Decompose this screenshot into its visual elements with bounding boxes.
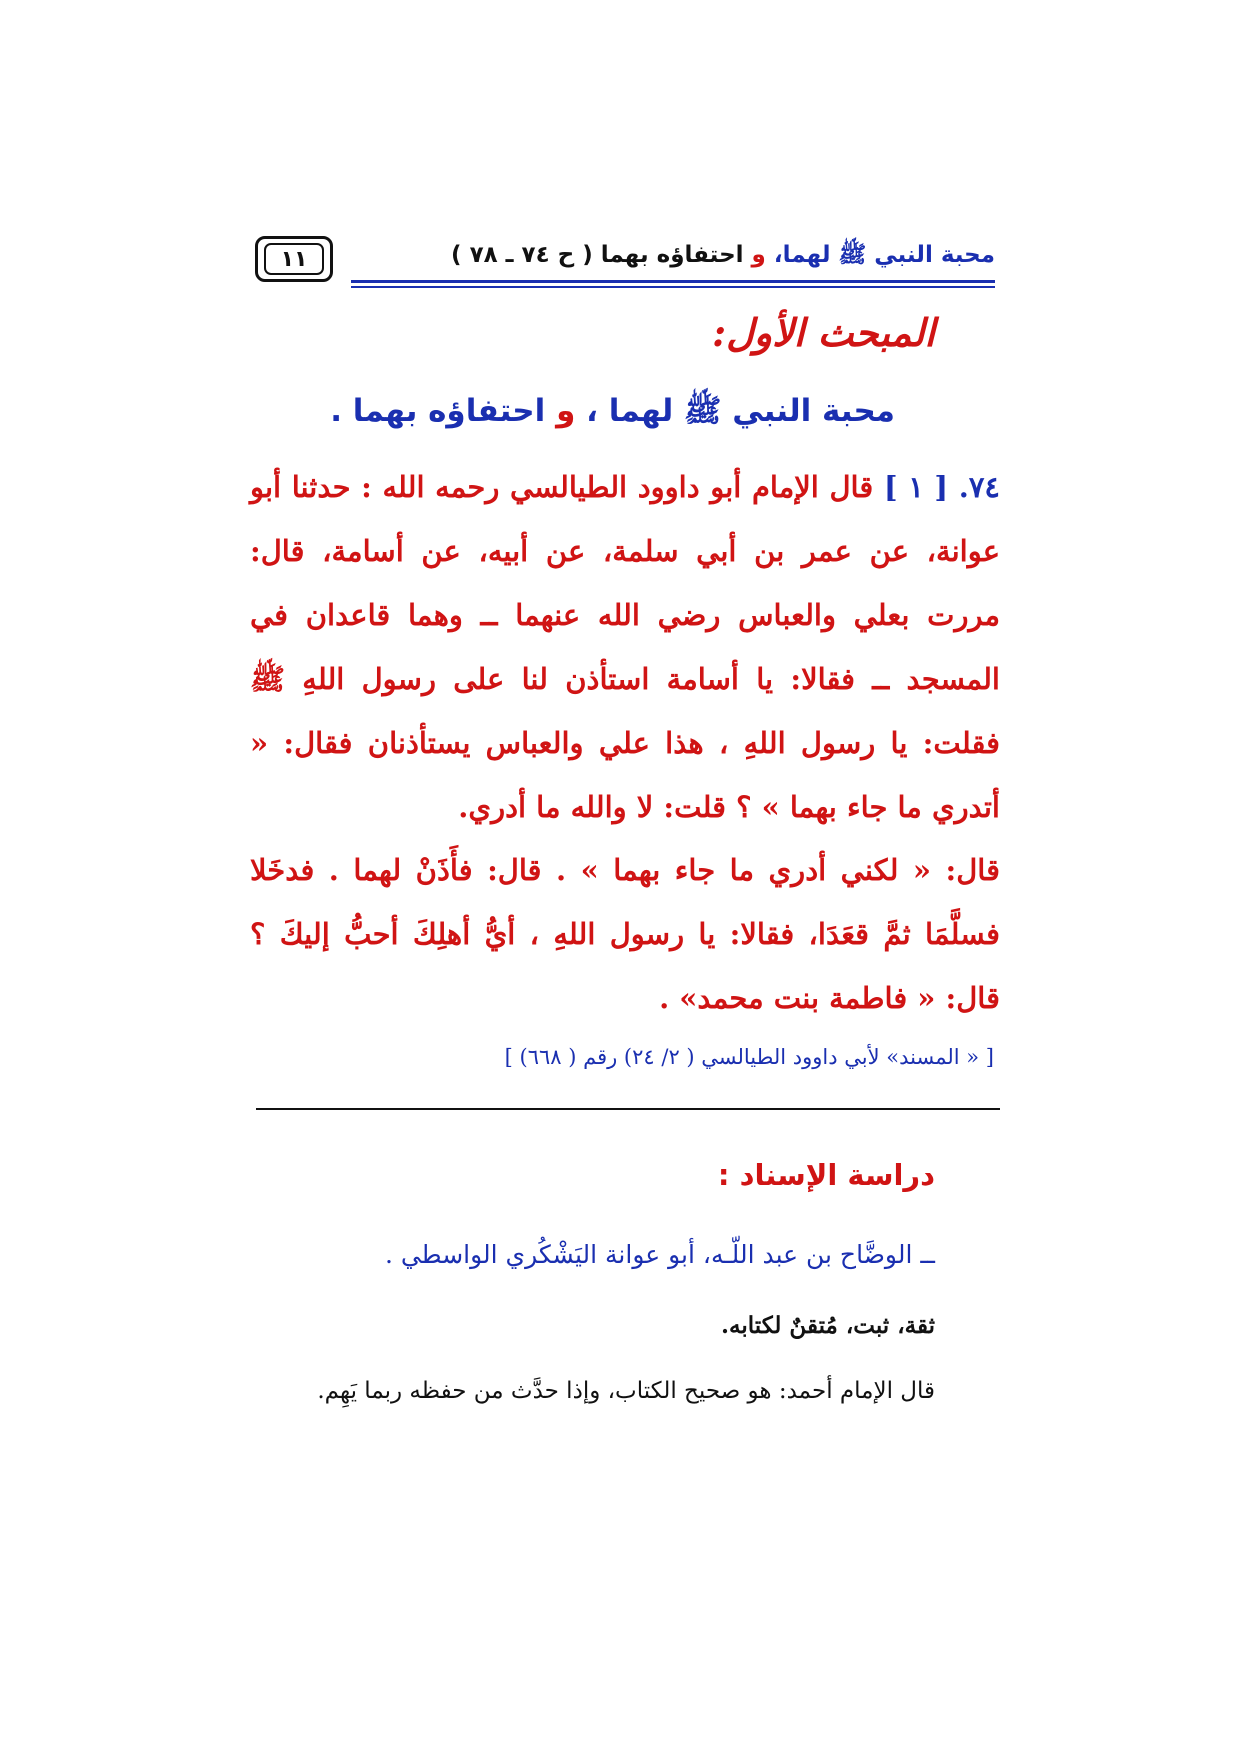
hadith-text-2: قال: « لكني أدري ما جاء بهما » . قال: فأَذَنْ لهما . فدخَلا فسلَّمَا ثمَّ قعَدَا، فقالا: يا رسول اللهِ ، أيُّ أهلِكَ أحبُّ إليكَ ؟ قال: « فاطمة بنت محمد» . xyxy=(250,853,1000,1015)
page-number: ١١ xyxy=(264,243,324,275)
header-rule-bottom xyxy=(351,286,995,288)
hadith-paragraph-2 xyxy=(250,838,1000,1030)
hadith-text-1: قال الإمام أبو داوود الطيالسي رحمه الله : حدثنا أبو عوانة، عن عمر بن أبي سلمة، عن أبيه، عن أسامة، قال: مررت بعلي والعباس رضي الله عنهما ــ وهما قاعدان في المسجد ــ فقالا: يا أسامة استأذن لنا على رسول اللهِ ﷺ فقلت: يا رسول اللهِ ، هذا علي والعباس يستأذنان فقال: « أتدري ما جاء بهما » ؟ قلت: لا والله ما أدري. xyxy=(250,470,1000,824)
header-title-part-2: احتفاؤه بهما ( ح ٧٤ ـ ٧٨ ) xyxy=(451,242,752,268)
narrator-entry: ــ الوضَّاح بن عبد اللّـه، أبو عوانة اليَشْكُري الواسطي . xyxy=(384,1240,935,1269)
chapter-title-part-1: محبة النبي ﷺ لهما ، xyxy=(575,393,895,429)
running-header xyxy=(255,232,995,282)
running-header-title xyxy=(451,240,995,274)
scholar-quote: قال الإمام أحمد: هو صحيح الكتاب، وإذا حدَّث من حفظه ربما يَهِم. xyxy=(317,1378,935,1404)
header-rule-top xyxy=(351,280,995,283)
chapter-title-conjunction: و xyxy=(556,393,576,429)
hadith-paragraph-1 xyxy=(250,455,1000,839)
chapter-title-part-2: احتفاؤه بهما . xyxy=(330,393,557,429)
header-title-part-1: محبة النبي ﷺ لهما، xyxy=(765,242,995,268)
chapter-title xyxy=(330,392,895,437)
section-divider xyxy=(256,1108,1000,1110)
hadith-number: ٧٤. [ ١ ] xyxy=(883,470,1000,504)
section-heading: المبحث الأول: xyxy=(712,310,935,355)
page-number-frame xyxy=(255,236,333,282)
narrator-grade: ثقة، ثبت، مُتقنٌ لكتابه. xyxy=(721,1312,935,1339)
source-citation: [ « المسند» لأبي داوود الطيالسي ( ٢/ ٢٤) رقم ( ٦٦٨) ] xyxy=(504,1045,994,1069)
header-title-conjunction: و xyxy=(751,242,766,268)
study-heading: دراسة الإسناد : xyxy=(717,1158,935,1192)
